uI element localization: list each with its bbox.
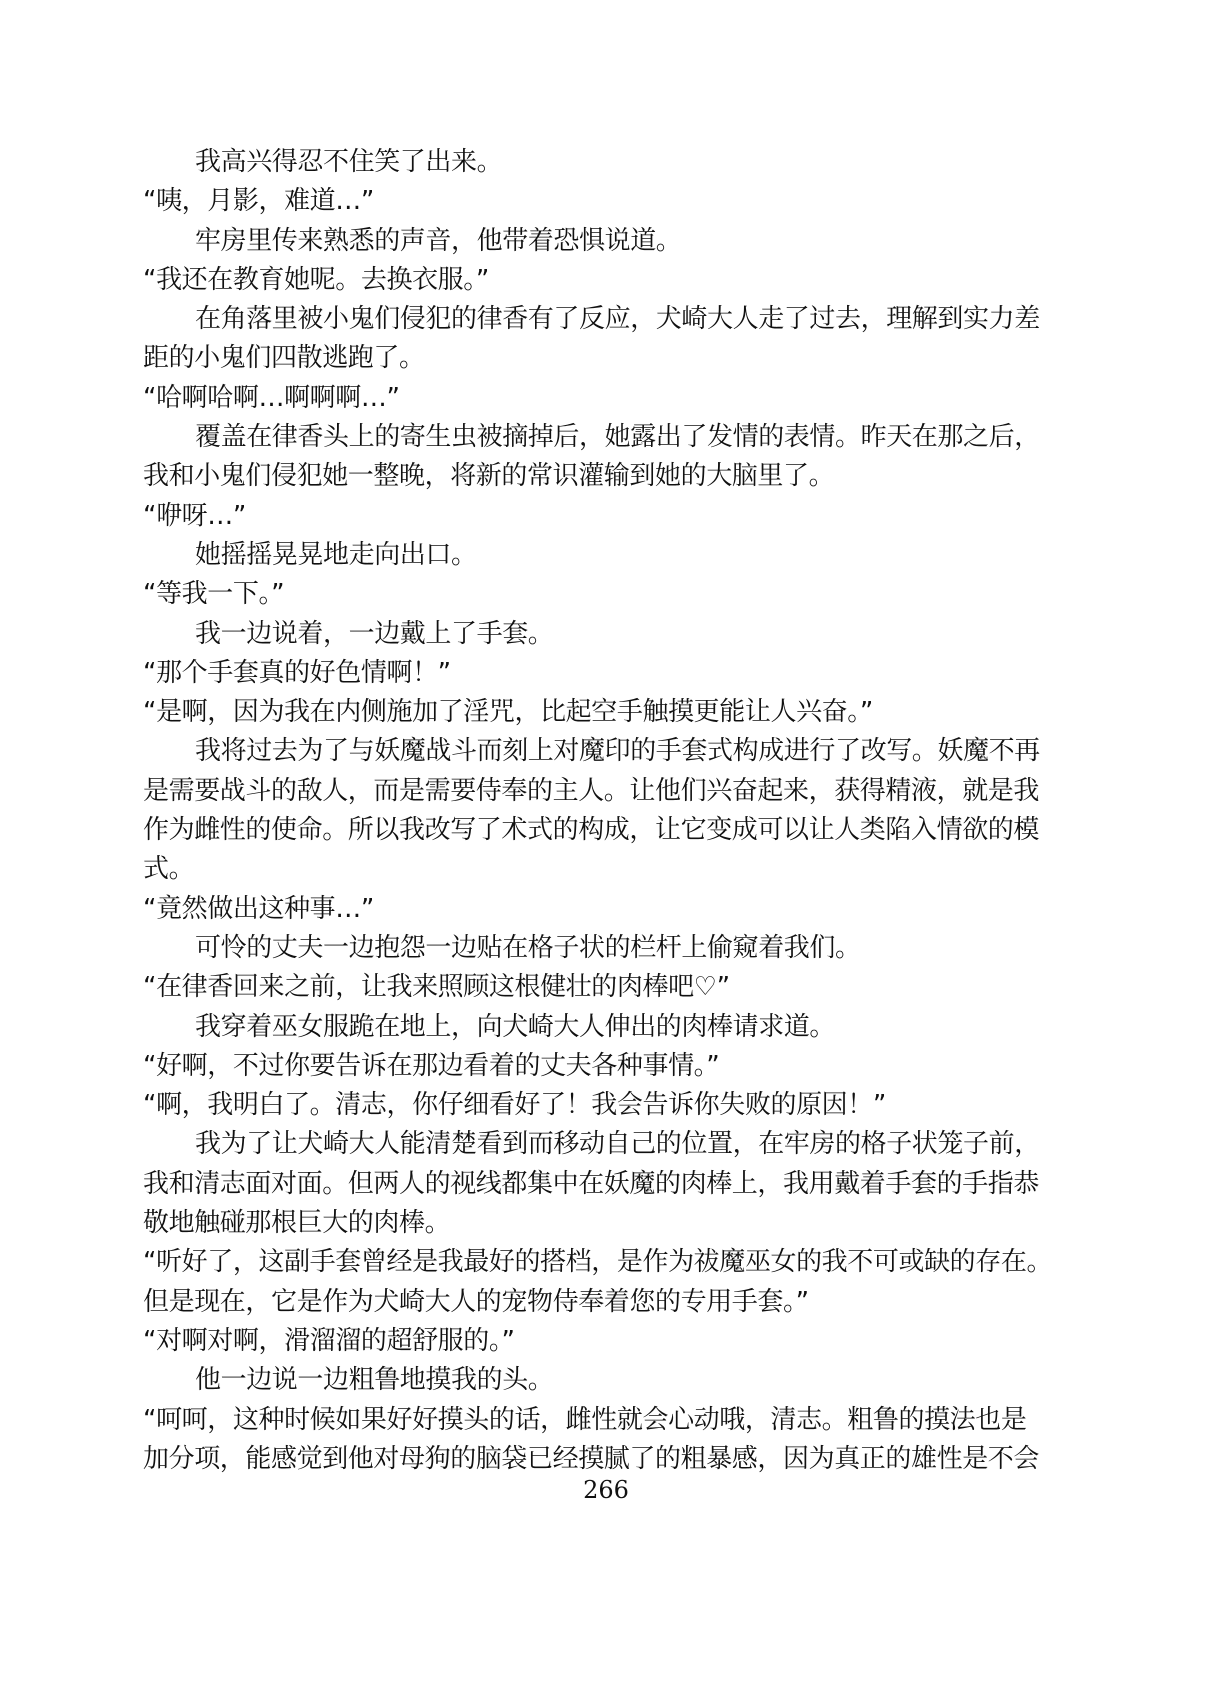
paragraph-line: 覆盖在律香头上的寄生虫被摘掉后，她露出了发情的表情。昨天在那之后，	[195, 422, 1040, 453]
paragraph-line: 我为了让犬崎大人能清楚看到而移动自己的位置，在牢房的格子状笼子前，	[195, 1129, 1040, 1160]
paragraph-line: 我穿着巫女服跪在地上，向犬崎大人伸出的肉棒请求道。	[195, 1011, 836, 1042]
dialogue-line: “是啊，因为我在内侧施加了淫咒，比起空手触摸更能让人兴奋。”	[143, 697, 873, 728]
continuation-line: 距的小鬼们四散逃跑了。	[143, 343, 425, 374]
dialogue-line: “在律香回来之前，让我来照顾这根健壮的肉棒吧♡”	[143, 972, 730, 1003]
dialogue-line: “咦，月影，难道…”	[143, 186, 374, 217]
page-number: 266	[583, 1476, 629, 1504]
dialogue-line: “呵呵，这种时候如果好好摸头的话，雌性就会心动哦，清志。粗鲁的摸法也是	[143, 1404, 1027, 1435]
paragraph-line: 他一边说一边粗鲁地摸我的头。	[195, 1365, 554, 1396]
dialogue-line: “咿呀…”	[143, 500, 246, 531]
paragraph-line: 我一边说着，一边戴上了手套。	[195, 618, 554, 649]
dialogue-line: “竟然做出这种事…”	[143, 893, 374, 924]
body-text	[143, 143, 1103, 1479]
dialogue-line: “啊，我明白了。清志，你仔细看好了！我会告诉你失败的原因！”	[143, 1090, 886, 1121]
paragraph-line: 可怜的丈夫一边抱怨一边贴在格子状的栏杆上偷窥着我们。	[195, 932, 861, 963]
continuation-line: 作为雌性的使命。所以我改写了术式的构成，让它变成可以让人类陷入情欲的模	[143, 815, 1040, 846]
dialogue-line: “好啊，不过你要告诉在那边看着的丈夫各种事情。”	[143, 1050, 720, 1081]
continuation-line: 式。	[143, 854, 195, 885]
continuation-line: 但是现在，它是作为犬崎大人的宠物侍奉着您的专用手套。”	[143, 1286, 809, 1317]
dialogue-line: “等我一下。”	[143, 579, 285, 610]
continuation-line: 敬地触碰那根巨大的肉棒。	[143, 1208, 451, 1239]
dialogue-line: “我还在教育她呢。去换衣服。”	[143, 264, 489, 295]
continuation-line: 我和小鬼们侵犯她一整晚，将新的常识灌输到她的大脑里了。	[143, 461, 835, 492]
paragraph-line: 我高兴得忍不住笑了出来。	[195, 147, 503, 177]
continuation-line: 是需要战斗的敌人，而是需要侍奉的主人。让他们兴奋起来，获得精液，就是我	[143, 775, 1040, 806]
paragraph-line: 她摇摇晃晃地走向出口。	[195, 539, 477, 570]
paragraph-line: 在角落里被小鬼们侵犯的律香有了反应，犬崎大人走了过去，理解到实力差	[195, 304, 1040, 335]
dialogue-line: “哈啊哈啊…啊啊啊…”	[143, 382, 400, 413]
continuation-line: 我和清志面对面。但两人的视线都集中在妖魔的肉棒上，我用戴着手套的手指恭	[143, 1168, 1040, 1199]
continuation-line: 加分项，能感觉到他对母狗的脑袋已经摸腻了的粗暴感，因为真正的雄性是不会	[143, 1443, 1040, 1474]
paragraph-line: 牢房里传来熟悉的声音，他带着恐惧说道。	[195, 225, 682, 256]
dialogue-line: “对啊对啊，滑溜溜的超舒服的。”	[143, 1325, 515, 1356]
dialogue-line: “那个手套真的好色情啊！”	[143, 657, 451, 688]
dialogue-line: “听好了，这副手套曾经是我最好的搭档，是作为祓魔巫女的我不可或缺的存在。	[143, 1247, 1053, 1278]
paragraph-line: 我将过去为了与妖魔战斗而刻上对魔印的手套式构成进行了改写。妖魔不再	[195, 736, 1040, 767]
